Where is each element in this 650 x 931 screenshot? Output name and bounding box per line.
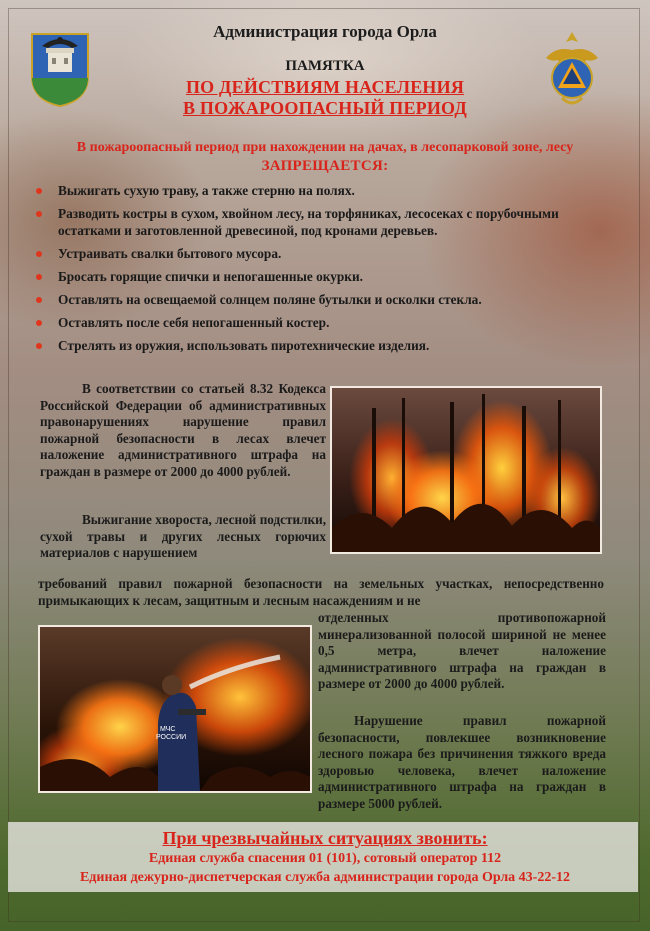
- vest-text-line2: РОССИИ: [156, 734, 187, 741]
- paragraph-burning-part3: отделенных противопожарной минерализованной полосой шириной не менее 0,5 метра, влечет наложение административного штрафа на граждан в размере от 2000 до 4000 рублей.: [318, 610, 606, 691]
- paragraph-article-832: В соответствии со статьей 8.32 Кодекса Российской Федерации об административных правонарушениях нарушение правил пожарной безопасности в лесах влечет наложение административного штрафа на граждан в размере от 2000 до 4000 рублей.: [40, 381, 326, 479]
- bullet-icon: [36, 274, 42, 280]
- emergency-line1: Единая служба спасения 01 (101), сотовый оператор 112: [148, 851, 502, 866]
- list-item: Оставлять после себя непогашенный костер.: [36, 314, 621, 331]
- emergency-line2: Единая дежурно-диспетчерская служба администрации города Орла 43-22-12: [79, 870, 571, 885]
- page-title: Администрация города Орла: [213, 22, 437, 41]
- list-item: Стрелять из оружия, использовать пиротехнические изделия.: [36, 337, 621, 354]
- list-item: Оставлять на освещаемой солнцем поляне бутылки и осколки стекла.: [36, 291, 621, 308]
- paragraph-burning-part1: Выжигание хвороста, лесной подстилки, сухой травы и других лесных горючих материалов с нарушением: [40, 512, 326, 560]
- bullet-icon: [36, 343, 42, 349]
- list-item: Выжигать сухую траву, а также стерню на полях.: [36, 182, 621, 199]
- bullet-icon: [36, 297, 42, 303]
- memo-subtitle-line1: ПО ДЕЙСТВИЯМ НАСЕЛЕНИЯ: [185, 77, 465, 97]
- prohibitions-list: [36, 182, 621, 360]
- list-item: Бросать горящие спички и непогашенные окурки.: [36, 268, 621, 285]
- paragraph-burning-part2: требований правил пожарной безопасности на земельных участках, непосредственно примыкающих к лесам, защитным и лесным насаждениям и не: [38, 576, 604, 608]
- bullet-icon: [36, 188, 42, 194]
- bullet-icon: [36, 251, 42, 257]
- paragraph-forest-fire-fine: Нарушение правил пожарной безопасности, повлекшее возникновение лесного пожара без причинения тяжкого вреда здоровью человека, влечет наложение административного штрафа на граждан в размере 5000 рублей.: [318, 713, 606, 811]
- list-item: Разводить костры в сухом, хвойном лесу, на торфяниках, лесосеках с порубочными остатками и заготовленной древесиной, под кронами деревьев.: [36, 205, 621, 239]
- memo-subtitle-line2: В ПОЖАРООПАСНЫЙ ПЕРИОД: [183, 98, 467, 118]
- emergency-heading: При чрезвычайных ситуациях звонить:: [162, 828, 488, 848]
- vest-text-line1: МЧС: [160, 726, 176, 733]
- firefighter-photo: [38, 625, 312, 793]
- intro-line1: В пожароопасный период при нахождении на дачах, в лесопарковой зоне, лесу: [76, 140, 574, 155]
- intro-line2: ЗАПРЕЩАЕТСЯ:: [261, 158, 389, 174]
- forest-fire-photo: [330, 386, 602, 554]
- list-item: Устраивать свалки бытового мусора.: [36, 245, 621, 262]
- memo-label: ПАМЯТКА: [285, 58, 365, 74]
- bullet-icon: [36, 211, 42, 217]
- intro-text: [30, 138, 620, 176]
- firefighter-illustration: [40, 627, 310, 791]
- bullet-icon: [36, 320, 42, 326]
- forest-fire-illustration: [332, 388, 600, 552]
